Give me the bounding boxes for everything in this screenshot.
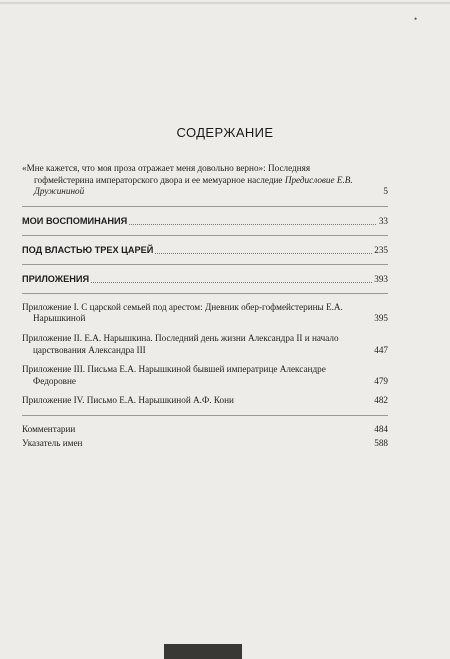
section-label: ПРИЛОЖЕНИЯ [22, 273, 90, 284]
toc-page-number: 447 [374, 344, 388, 355]
page-title: СОДЕРЖАНИЕ [176, 125, 274, 140]
toc-entry-text: Приложение III. Письма Е.А. Нарышкиной бывшей императрице Александре Федоровне [22, 364, 326, 386]
toc-page-number: 5 [383, 186, 388, 197]
toc-page-number: 479 [374, 375, 388, 386]
toc-page-number: 235 [374, 244, 388, 255]
toc-entry-text: Комментарии [22, 423, 76, 434]
section-label: ПОД ВЛАСТЬЮ ТРЕХ ЦАРЕЙ [22, 244, 154, 255]
toc-entry-text: Указатель имен [22, 437, 83, 448]
toc-page-number: 482 [374, 395, 388, 406]
toc-section-entry[interactable] [22, 215, 388, 227]
toc-page-number: 588 [374, 437, 388, 448]
toc-backmatter-entry[interactable] [22, 438, 388, 450]
section-label: МОИ ВОСПОМИНАНИЯ [22, 215, 128, 226]
divider [22, 415, 388, 416]
toc-appendix-entry[interactable] [22, 395, 388, 407]
intro-text: «Мне кажется, что моя проза отражает меня довольно верно»: Последняя гофмейстерина императорского двора и ее мемуарное наследие [22, 163, 311, 185]
toc-appendix-entry[interactable] [22, 364, 388, 387]
toc-section-entry[interactable] [22, 244, 388, 256]
toc-page-number: 484 [374, 423, 388, 434]
intro-preface-credit: Предисловие Е.В. Дружининой [34, 174, 353, 197]
toc-section-entry[interactable] [22, 273, 388, 285]
toc-intro-entry[interactable] [22, 163, 388, 198]
divider [22, 264, 388, 265]
toc-entry-text [22, 163, 388, 198]
toc-page-number: 393 [374, 273, 388, 284]
divider [22, 206, 388, 207]
toc-page-number: 395 [374, 313, 388, 324]
table-of-contents [22, 163, 388, 451]
divider [22, 293, 388, 294]
page-mark: • [414, 14, 418, 24]
toc-entry-text: Приложение IV. Письмо Е.А. Нарышкиной А.Ф. Кони [22, 395, 234, 406]
toc-appendix-entry[interactable] [22, 302, 388, 325]
toc-backmatter-entry[interactable] [22, 424, 388, 436]
page-top-edge [0, 2, 450, 4]
bottom-edge-tab [164, 644, 242, 659]
toc-page-number: 33 [378, 215, 388, 226]
toc-entry-text: Приложение II. Е.А. Нарышкина. Последний день жизни Александра II и начало царствования Александра III [22, 332, 339, 355]
toc-appendix-entry[interactable] [22, 333, 388, 356]
toc-entry-text: Приложение I. С царской семьей под арестом: Дневник обер-гофмейстерины Е.А. Нарышкиной [22, 301, 343, 324]
divider [22, 235, 388, 236]
